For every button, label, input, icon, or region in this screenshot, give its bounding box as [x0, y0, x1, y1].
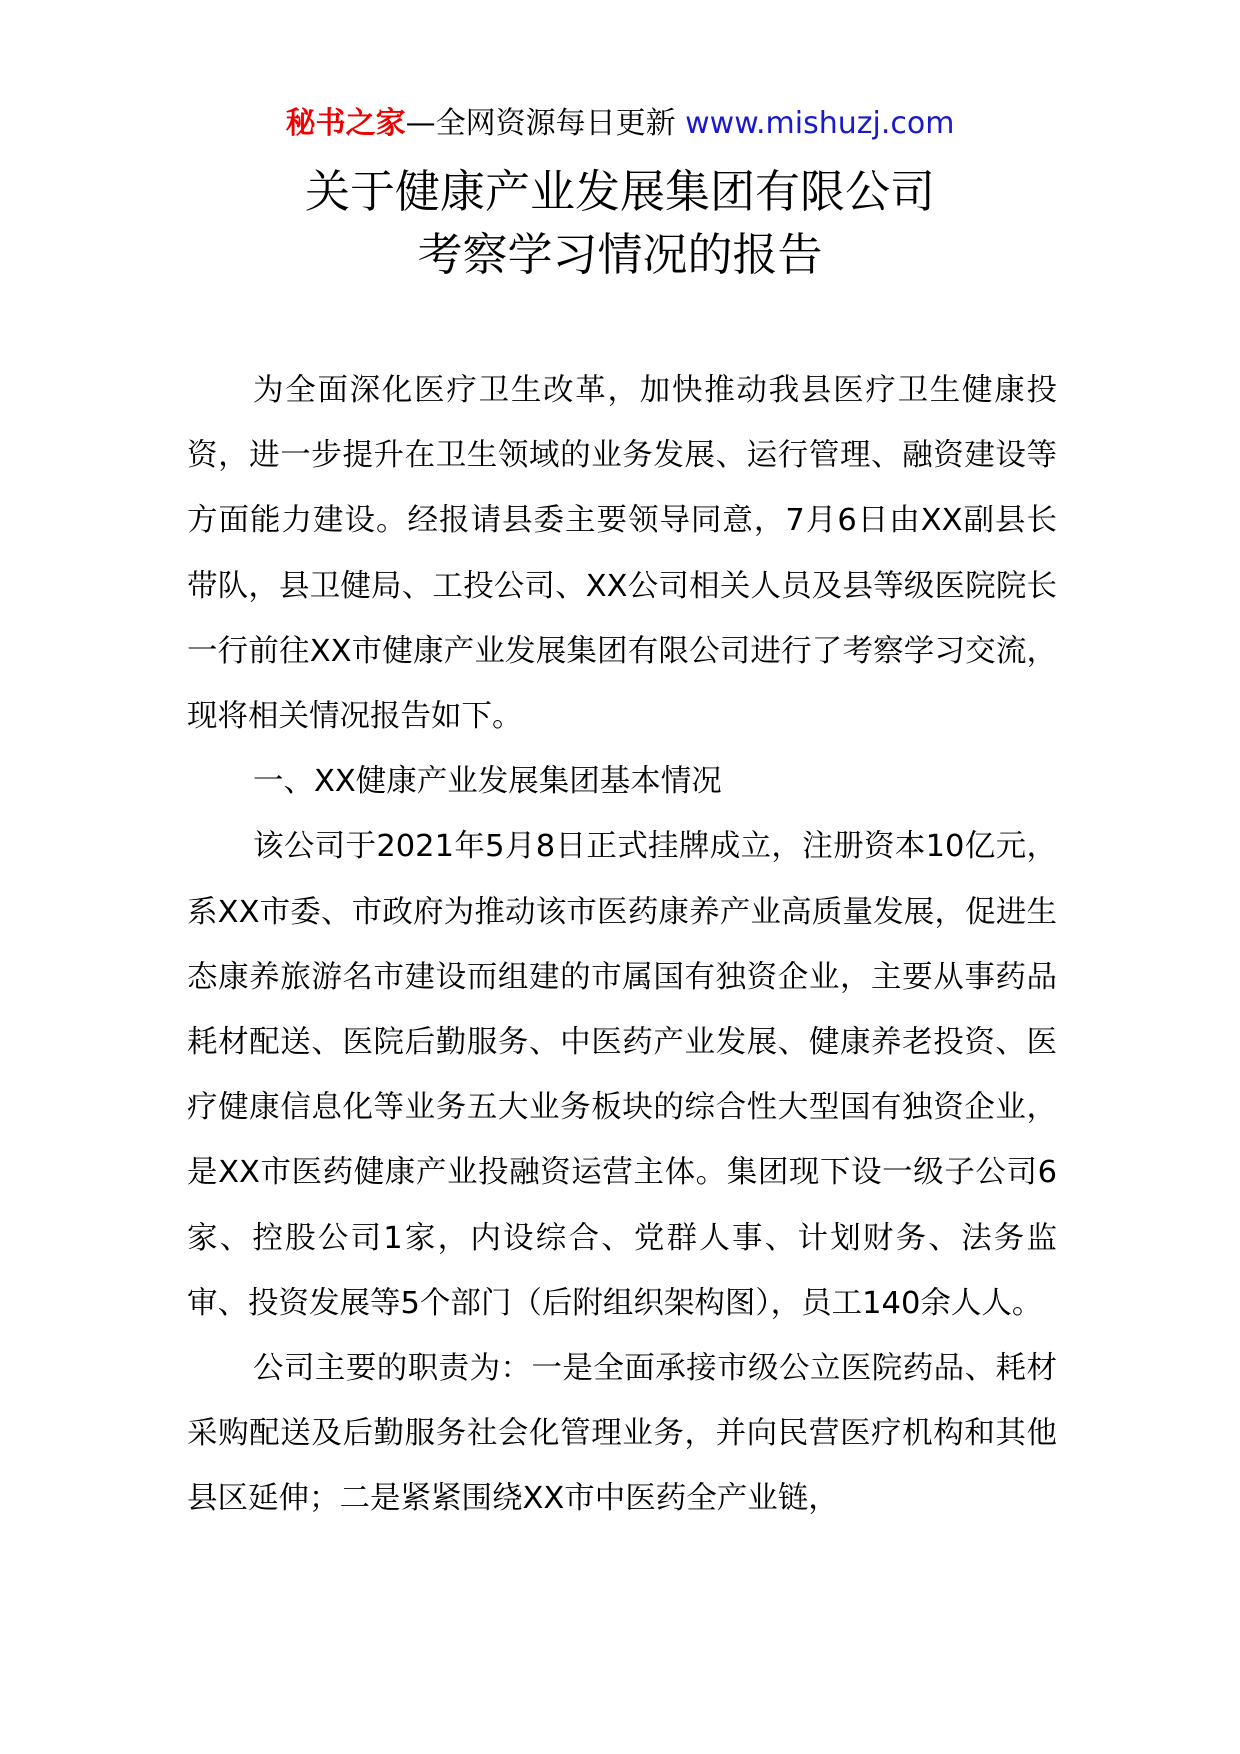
- document-title-line-2: 考察学习情况的报告: [417, 228, 823, 281]
- site-url-link[interactable]: www.mishuzj.com: [685, 106, 955, 141]
- site-tagline: —全网资源每日更新: [405, 106, 676, 141]
- section-heading-1: 一、XX健康产业发展集团基本情况: [253, 764, 722, 800]
- section-1-paragraph-1: 该公司于2021年5月8日正式挂牌成立，注册资本10亿元，系XX市委、市政府为推动该市医药康养产业高质量发展，促进生态康养旅游名市建设而组建的市属国有独资企业，主要从事药品耗材配送、医院后勤服务、中医药产业发展、健康养老投资、医疗健康信息化等业务五大业务板块的综合性大型国有独资企业，是XX市医药健康产业投融资运营主体。集团现下设一级子公司6家、控股公司1家，内设综合、党群人事、计划财务、法务监审、投资发展等5个部门（后附组织架构图），员工140余人人。: [187, 829, 1057, 1321]
- site-banner: [0, 104, 1240, 144]
- intro-paragraph: 为全面深化医疗卫生改革，加快推动我县医疗卫生健康投资，进一步提升在卫生领域的业务发展、运行管理、融资建设等方面能力建设。经报请县委主要领导同意，7月6日由XX副县长带队，县卫健局、工投公司、XX公司相关人员及县等级医院院长一行前往XX市健康产业发展集团有限公司进行了考察学习交流，现将相关情况报告如下。: [187, 373, 1057, 735]
- document-title-line-1: 关于健康产业发展集团有限公司: [304, 165, 935, 218]
- site-brand: 秘书之家: [285, 106, 406, 141]
- section-1-paragraph-2: 公司主要的职责为：一是全面承接市级公立医院药品、耗材采购配送及后勤服务社会化管理业务，并向民营医疗机构和其他县区延伸；二是紧紧围绕XX市中医药全产业链，: [187, 1351, 1057, 1517]
- document-body: [187, 358, 1057, 1532]
